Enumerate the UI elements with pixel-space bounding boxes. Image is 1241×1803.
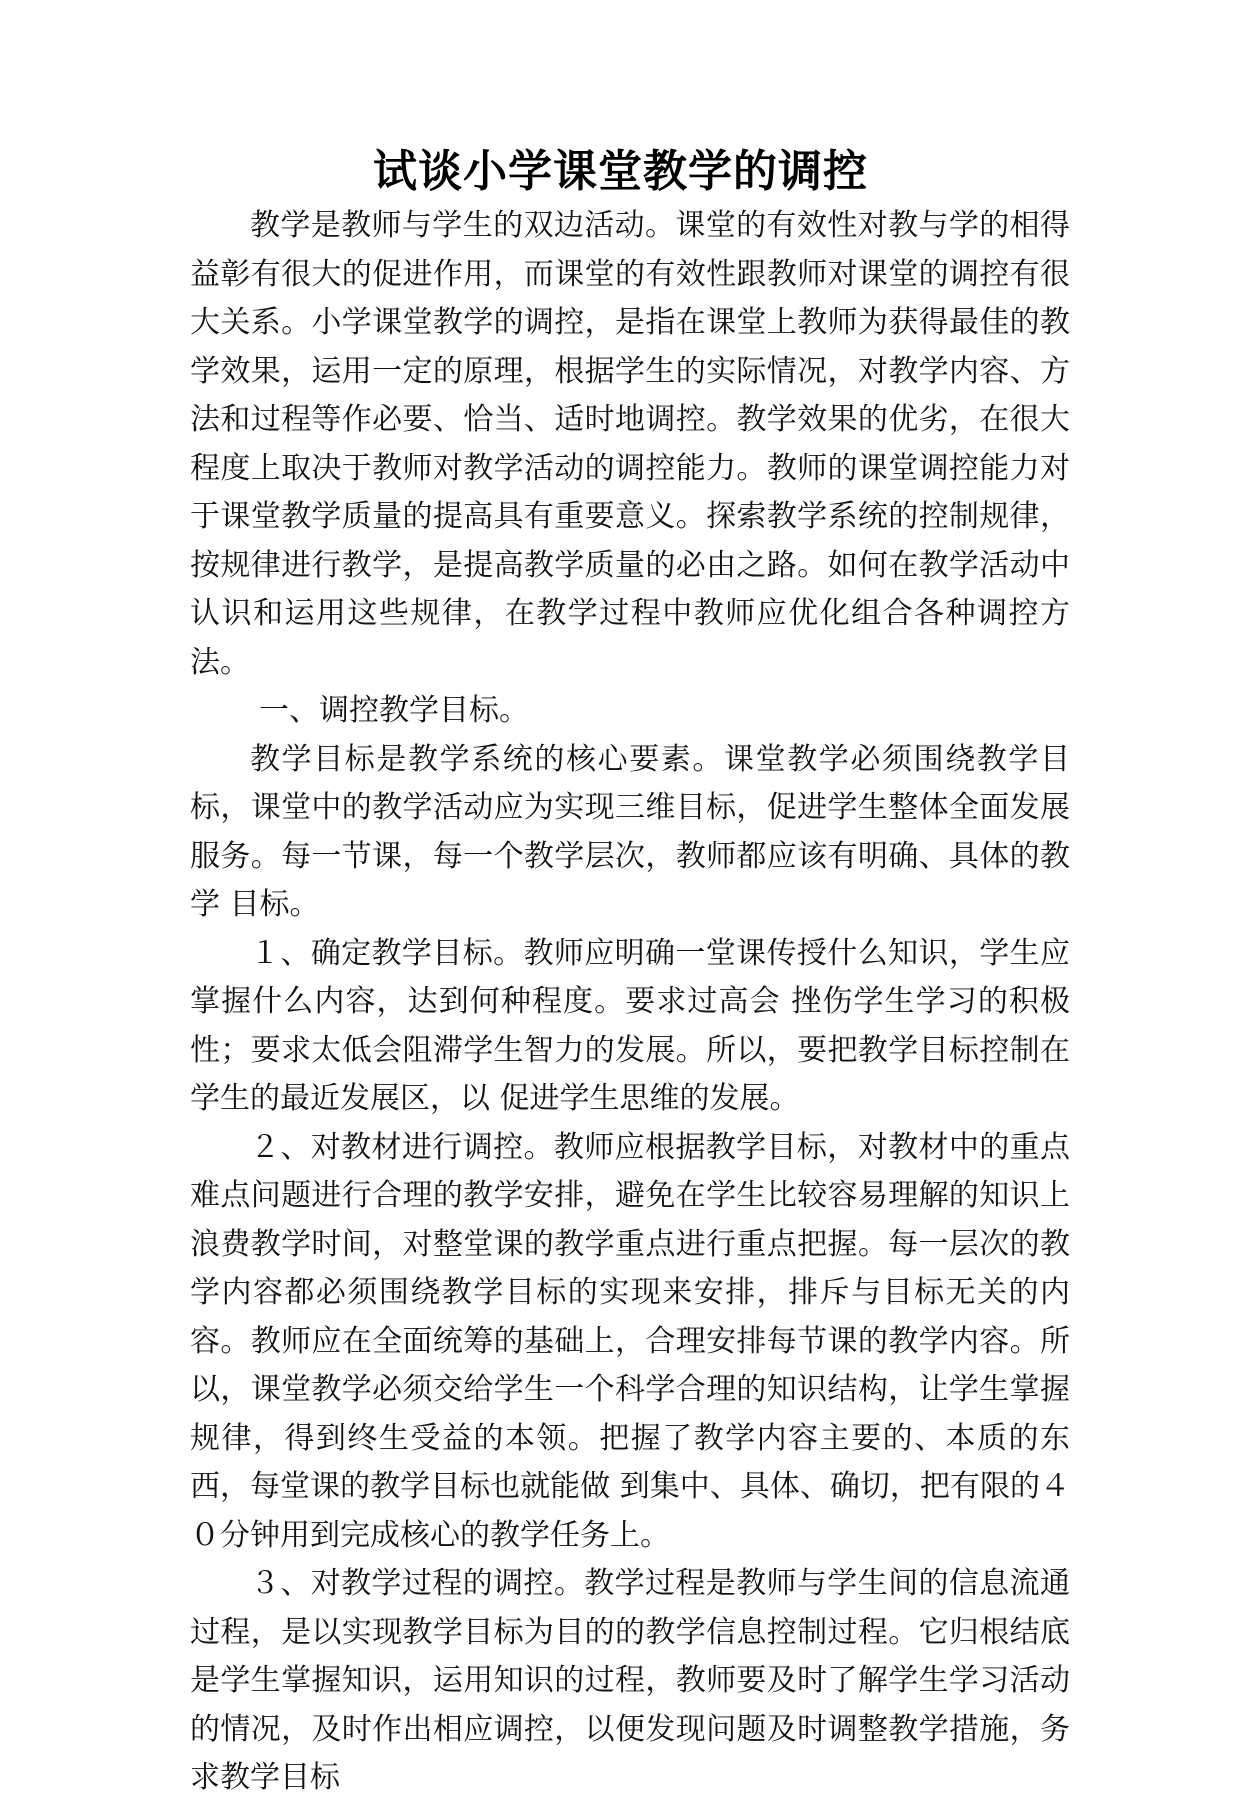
item-3-paragraph: ３、对教学过程的调控。教学过程是教师与学生间的信息流通过程，是以实现教学目标为目的的教学信息控制过程。它归根结底是学生掌握知识，运用知识的过程，教师要及时了解学生学习活动的情况，及时作出相应调控，以便发现问题及时调整教学措施，务求教学目标 <box>190 1566 1070 1795</box>
document-body <box>190 202 1070 1803</box>
intro-paragraph: 教学是教师与学生的双边活动。课堂的有效性对教与学的相得益彰有很大的促进作用，而课堂的有效性跟教师对课堂的调控有很大关系。小学课堂教学的调控，是指在课堂上教师为获得最佳的教学效果，运用一定的原理，根据学生的实际情况，对教学内容、方法和过程等作必要、恰当、适时地调控。教学效果的优劣，在很大程度上取决于教师对教学活动的调控能力。教师的课堂调控能力对于课堂教学质量的提高具有重要意义。探索教学系统的控制规律，按规律进行教学，是提高教学质量的必由之路。如何在教学活动中认识和运用这些规律，在教学过程中教师应优化组合各种调控方法。 <box>190 208 1070 680</box>
section-1-paragraph: 教学目标是教学系统的核心要素。课堂教学必须围绕教学目标，课堂中的教学活动应为实现三维目标，促进学生整体全面发展服务。每一节课，每一个教学层次，教师都应该有明确、具体的教学 目标。 <box>190 741 1070 922</box>
item-1-paragraph: １、确定教学目标。教师应明确一堂课传授什么知识，学生应掌握什么内容，达到何种程度。要求过高会 挫伤学生学习的积极性；要求太低会阻滞学生智力的发展。所以，要把教学目标控制在学生的最近发展区，以 促进学生思维的发展。 <box>190 935 1070 1116</box>
document-title: 试谈小学课堂教学的调控 <box>373 146 868 197</box>
item-2-paragraph: ２、对教材进行调控。教师应根据教学目标，对教材中的重点难点问题进行合理的教学安排，避免在学生比较容易理解的知识上浪费教学时间，对整堂课的教学重点进行重点把握。每一层次的教学内容都必须围绕教学目标的实现来安排，排斥与目标无关的内容。教师应在全面统筹的基础上，合理安排每节课的教学内容。所以，课堂教学必须交给学生一个科学合理的知识结构，让学生掌握规律，得到终生受益的本领。把握了教学内容主要的、本质的东西，每堂课的教学目标也就能做 到集中、具体、确切，把有限的４０分钟用到完成核心的教学任务上。 <box>190 1129 1070 1553</box>
section-heading-1: 一、调控教学目标。 <box>259 693 529 728</box>
